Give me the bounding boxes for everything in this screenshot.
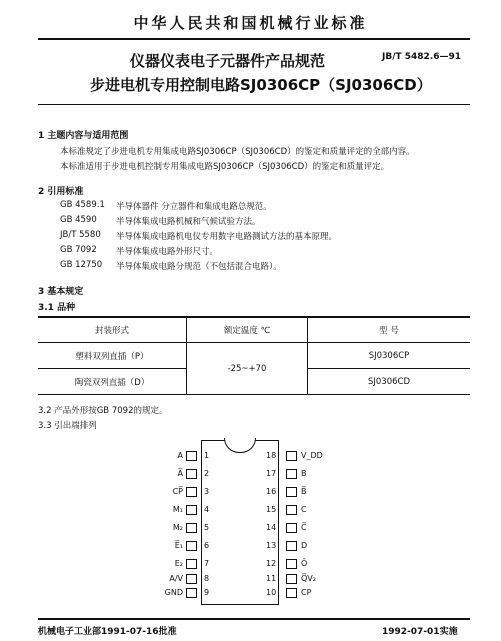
ref-text: 半导体集成电路机电仪专用数字电路测试方法的基本原理。 [116,232,338,242]
ref-text: 半导体集成电路外形尺寸。 [116,247,219,257]
pin-left [156,469,214,478]
pin-number: 9 [204,588,210,597]
pin-right [266,505,330,514]
pin-right [266,559,330,568]
pin-number: 8 [204,574,210,583]
section-1-para-2: 本标准适用于步进电机控制专用集成电路SJ0306CP（SJ0306CD）的鉴定和质量评定。 [60,162,390,172]
pin-right [266,541,330,550]
section-1-heading: 1 主题内容与适用范围 [38,131,129,141]
ref-code: JB/T 5580 [60,230,101,240]
footer-rule [38,618,470,620]
model-cell: SJ0306CP [308,343,471,369]
pin-name: A/V [169,574,183,583]
pin-left [156,559,214,568]
pin-name: B [301,469,307,478]
pin-lead [286,469,297,479]
pin-number: 2 [204,469,210,478]
package-cell: 塑料双列直插（P） [38,343,187,369]
subsection-3-1: 3.1 品种 [38,303,76,313]
pin-number: 5 [204,523,210,532]
pin-right [266,469,330,478]
pin-name: E₂ [174,559,183,568]
ref-text: 半导体集成电路机械和气候试验方法。 [116,217,261,227]
pin-name: CP [301,588,312,597]
pin-lead [286,451,297,461]
pin-number: 11 [266,574,277,583]
doc-title: 仪器仪表电子元器件产品规范 [130,52,326,70]
pin-left [156,588,214,597]
pin-name: B̅ [301,487,307,496]
subsection-3-3: 3.3 引出端排列 [38,421,97,431]
pin-lead [186,574,197,584]
package-cell: 陶瓷双列直插（D） [38,369,187,395]
temp-cell: -25~+70 [187,343,308,395]
pin-number: 18 [266,451,277,460]
ref-text: 半导体集成电路分规范（不包括混合电路）。 [116,262,282,272]
table-header-row [38,317,470,343]
pin-lead [286,487,297,497]
standard-header: 中华人民共和国机械行业标准 [133,14,368,32]
pin-right [266,487,330,496]
pin-name: C [301,505,307,514]
pin-right [266,588,330,597]
pin-lead [286,559,297,569]
pin-name: M₂ [172,523,183,532]
section-1-para-1: 本标准规定了步进电机专用集成电路SJ0306CP（SJ0306CD）的鉴定和质量评定的全部内容。 [60,147,415,157]
pin-right [266,523,330,532]
pin-right [266,574,330,583]
ref-code: GB 7092 [60,245,97,255]
pin-lead [286,523,297,533]
model-cell: SJ0306CD [308,369,471,395]
pin-number: 15 [266,505,277,514]
section-2-heading: 2 引用标准 [38,187,84,197]
pin-lead [286,505,297,515]
pin-name: Ō [301,559,308,568]
pin-left [156,523,214,532]
pin-name: M₁ [172,505,183,514]
pin-name: Q̅V₂ [301,574,316,583]
pin-lead [186,505,197,515]
column-header: 额定温度 ℃ [187,317,308,343]
pin-lead [186,487,197,497]
ref-text: 半导体器件 分立器件和集成电路总规范。 [116,202,272,212]
pin-name: A [177,451,183,460]
pin-number: 7 [204,559,210,568]
pin-lead [186,541,197,551]
pin-number: 10 [266,588,277,597]
pin-name: E̅₁ [174,541,183,550]
pin-number: 16 [266,487,277,496]
pin-number: 6 [204,541,210,550]
product-table [38,316,470,395]
standard-number: JB/T 5482.6—91 [382,52,462,62]
pin-lead [186,588,197,598]
subsection-3-2: 3.2 产品外形按GB 7092的规定。 [38,406,168,416]
ref-code: GB 4590 [60,215,97,225]
table-row [38,343,470,369]
pin-right [266,451,330,460]
pin-lead [186,469,197,479]
pin-left [156,487,214,496]
pin-name: GND [164,588,183,597]
ref-code: GB 4589.1 [60,200,105,210]
pin-number: 14 [266,523,277,532]
pin-name: D [301,541,308,550]
header-rule [38,38,470,40]
pin-lead [286,541,297,551]
pin-name: C̅ [301,523,307,532]
pin-number: 1 [204,451,210,460]
section-3-heading: 3 基本规定 [38,287,84,297]
pin-left [156,541,214,550]
approval-date: 机械电子工业部1991-07-16批准 [38,627,177,637]
pin-lead [186,559,197,569]
ref-code: GB 12750 [60,260,103,270]
title-rule [38,104,470,105]
pin-left [156,574,214,583]
pin-lead [286,574,297,584]
pin-number: 12 [266,559,277,568]
column-header: 型 号 [308,317,471,343]
pin-lead [286,588,297,598]
doc-subtitle: 步进电机专用控制电路SJ0306CP（SJ0306CD） [90,76,432,94]
implementation-date: 1992-07-01实施 [382,627,458,637]
pin-left [156,451,214,460]
pin-name: V_DD [301,451,323,460]
pin-lead [186,523,197,533]
pin-number: 3 [204,487,210,496]
pin-number: 4 [204,505,210,514]
pin-name: A̅ [177,469,183,478]
pin-number: 17 [266,469,277,478]
pin-number: 13 [266,541,277,550]
pin-left [156,505,214,514]
pin-lead [186,451,197,461]
pin-name: CP̅ [172,487,183,496]
column-header: 封装形式 [38,317,187,343]
